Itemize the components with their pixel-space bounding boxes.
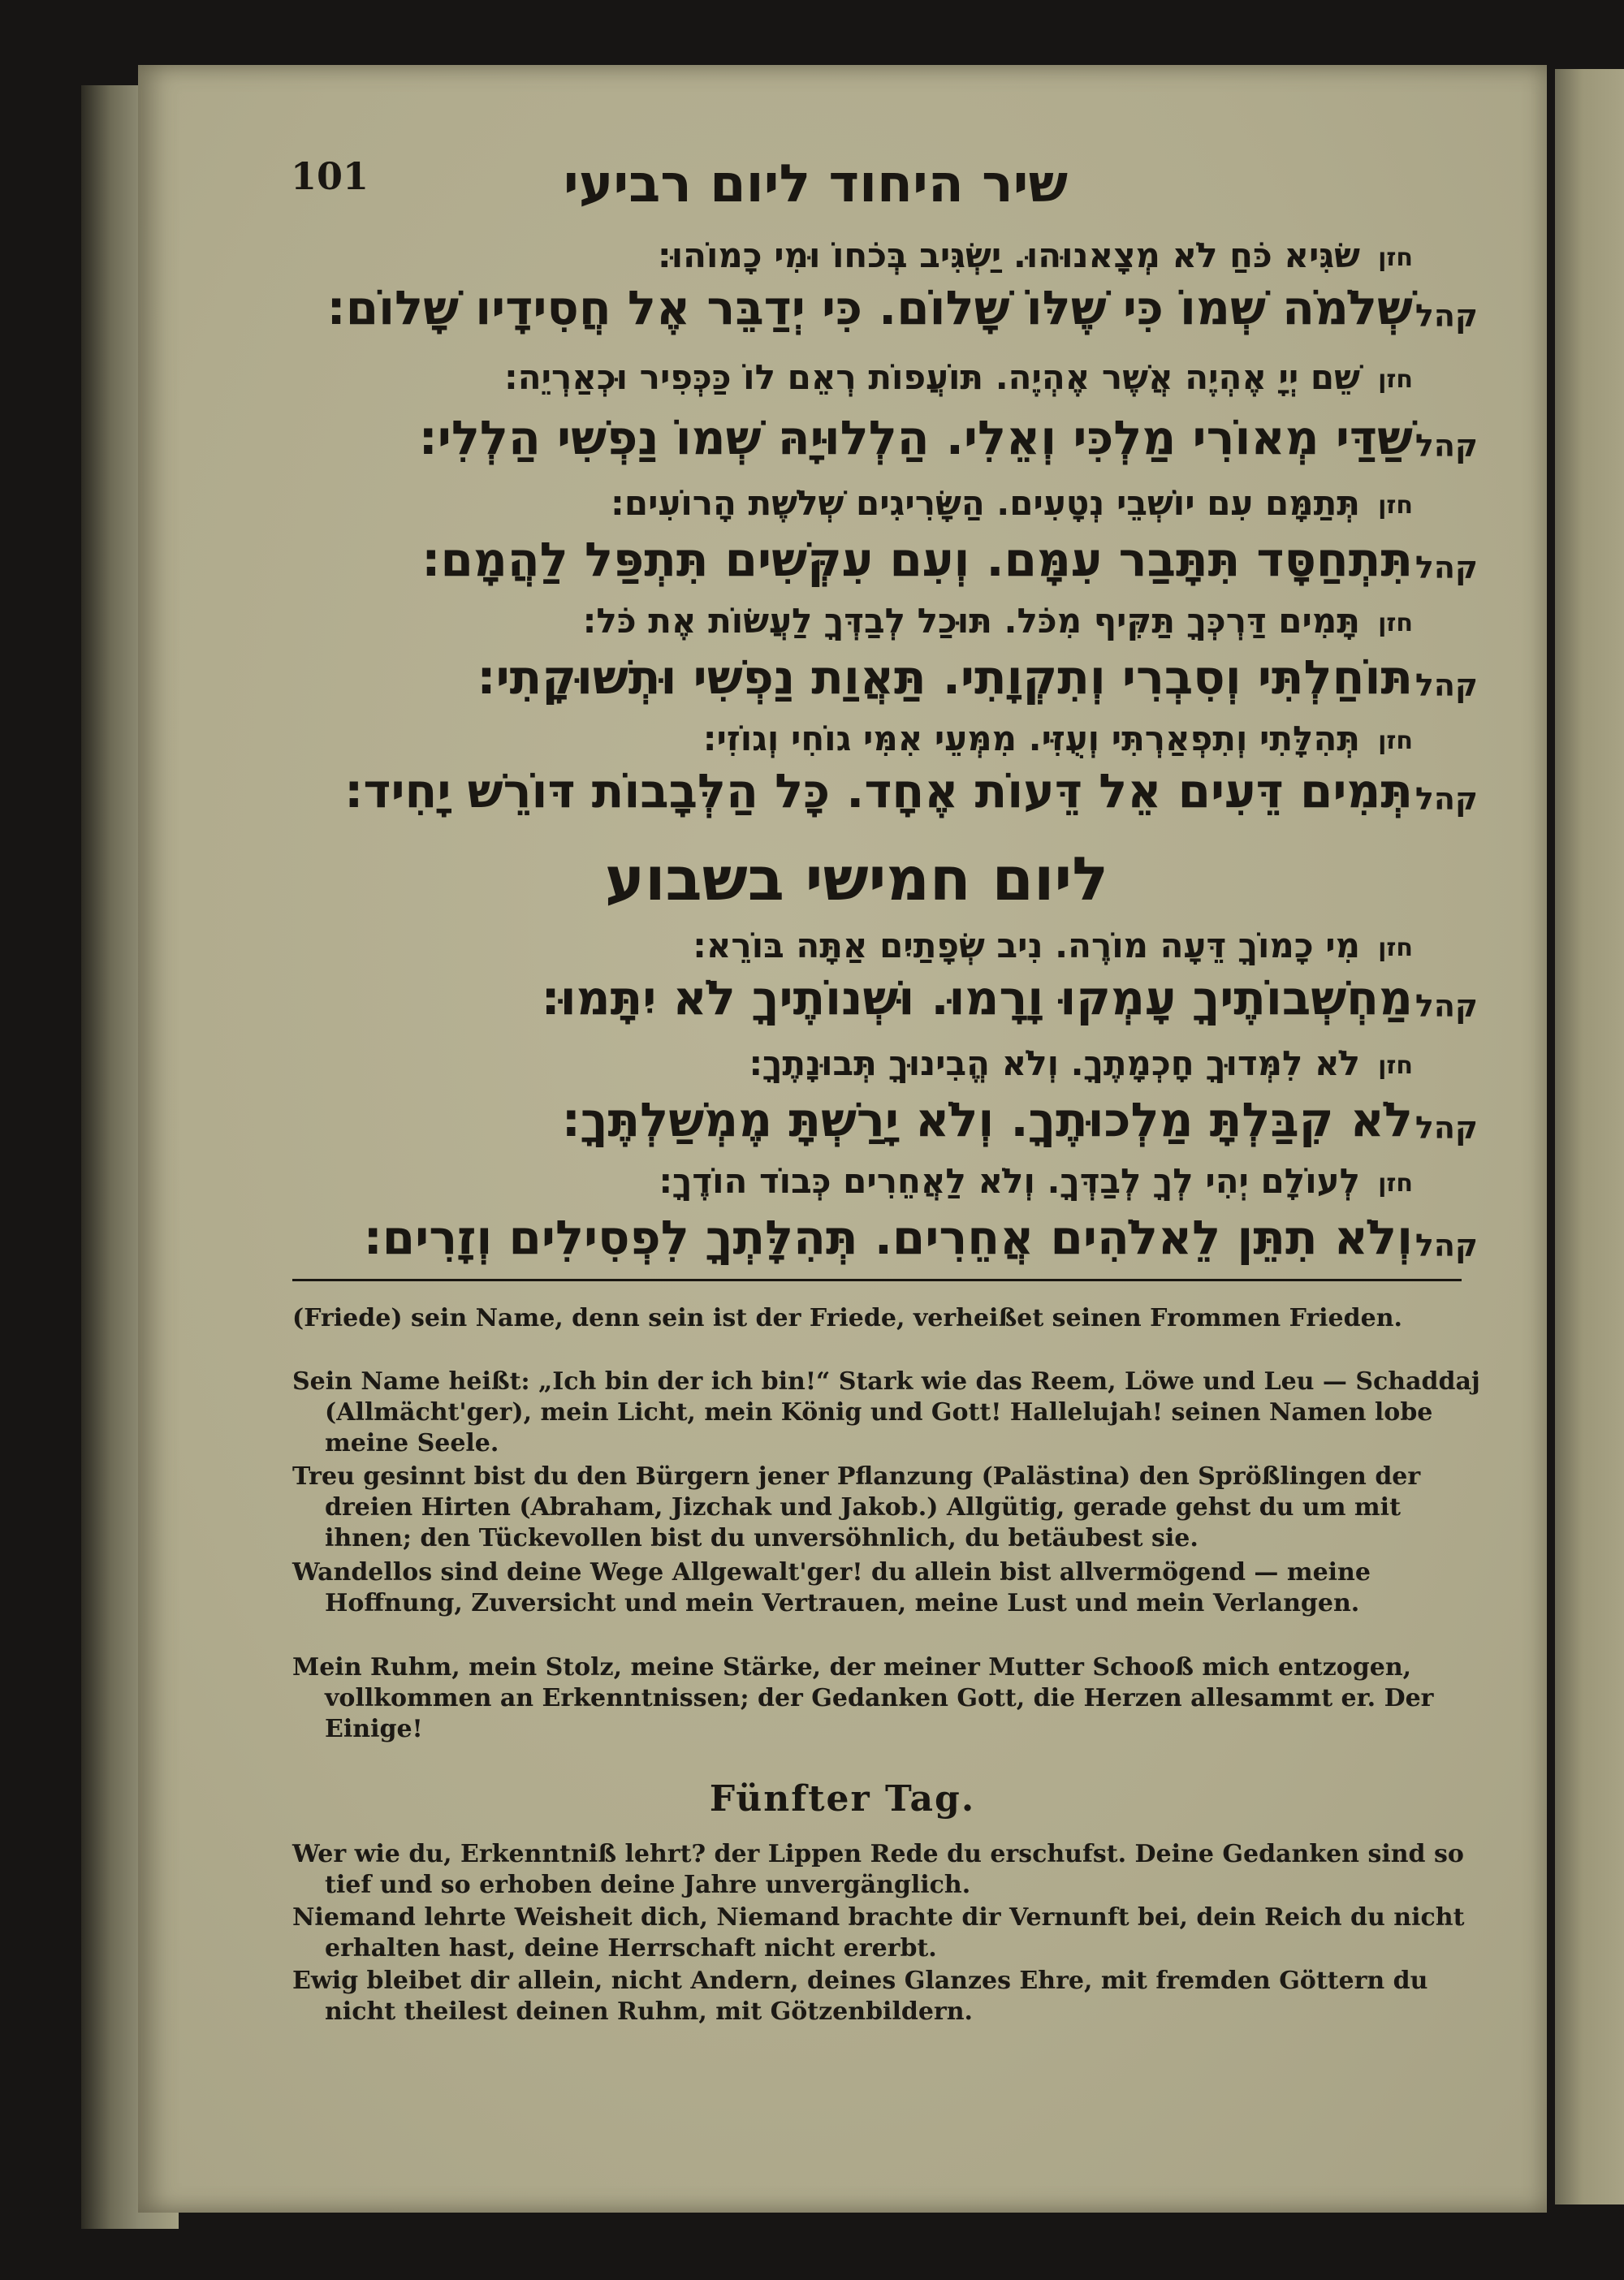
speaker-label: חזן — [1378, 1051, 1413, 1080]
speaker-label: קהל — [1415, 988, 1478, 1024]
speaker-label: חזן — [1378, 934, 1413, 962]
speaker-label: קהל — [1415, 667, 1478, 703]
translation-paragraph: Wandellos sind deine Wege Allgewalt'ger! du allein bist allvermögend — meine Hoffnung, Zuversicht und mein Vertrauen, meine Lust und mein Verlangen. — [292, 1558, 1371, 1617]
hymn-text: לֹא לִמְּדוּךָ חָכְמָתֶךָ. וְלֹא הֱבִינוּךָ תְּבוּנָתֶךָ: — [749, 1043, 1360, 1083]
speaker-label: חזן — [1378, 1169, 1413, 1198]
speaker-label: קהל — [1415, 550, 1478, 585]
speaker-label: חזן — [1378, 491, 1413, 520]
hymn-text: שֵׁם יְיָ אֶהְיֶה אֲשֶׁר אֶהְיֶה. תּוֹעֲפוֹת רְאֵם לוֹ כַּכְּפִיר וּכְאַרְיֵה: — [503, 357, 1360, 397]
hymn-text: שַׁדַּי מְאוֹרִי מַלְכִּי וְאֵלִי. הַלְלוּיָהּ שְׁמוֹ נַפְשִׁי הַלְלִי: — [418, 410, 1413, 465]
speaker-label: חזן — [1378, 727, 1413, 755]
speaker-label: קהל — [1415, 298, 1478, 334]
hymn-text: מִי כָמוֹךָ דֵּעָה מוֹרֶה. נִיב שְׂפָתַיִם אַתָּה בּוֹרֵא: — [693, 926, 1360, 965]
speaker-label: חזן — [1378, 244, 1413, 272]
hymn-text: תְּתַמָּם עִם יוֹשְׁבֵי נְטָעִים. הַשָּׂרִיגִים שְׁלֹשֶׁת הָרוֹעִים: — [611, 483, 1360, 523]
hymn-text: תְּמִים דֵּעִים אֵל דֵּעוֹת אֶחָד. כָּל הַלְּבָבוֹת דּוֹרֵשׁ יָחִיד: — [344, 763, 1413, 818]
facing-page-edge — [1555, 69, 1624, 2204]
section-heading: ליום חמישי בשבוע — [604, 844, 1108, 914]
running-head: שיר היחוד ליום רביעי — [563, 154, 1068, 214]
translation-paragraph: Ewig bleibet dir allein, nicht Andern, deines Glanzes Ehre, mit fremden Göttern du nicht theilest deinen Ruhm, mit Götzenbildern. — [292, 1967, 1428, 2026]
hymn-text: שׂגִּיא כֹּחַ לֹא מְצָאנוּהוּ. יַשְׂגִּיב בְּכֹחוֹ וּמִי כָמוֹהוּ: — [657, 235, 1360, 275]
hymn-text: וְלֹא תִתֵּן לֵאלֹהִים אֲחֵרִים. תְּהִלָּתְךָ לִפְסִילִים וְזָרִים: — [363, 1210, 1413, 1265]
hymn-text: תִּתְחַסָּד תִּתָּבַר עִמָּם. וְעִם עִקְּשִׁים תִּתְפַּל לַהֲמָם: — [421, 532, 1413, 587]
page-number: 101 — [291, 154, 369, 198]
hymn-text: תְּהִלָּתִי וְתִפְאַרְתִּי וְעֻזִּי. מִמְּעֵי אִמִּי גוֹחִי וְגוֹזִי: — [702, 719, 1360, 758]
hymn-text: שְׁלֹמֹה שְׁמוֹ כִּי שֶׁלּוֹ שָׁלוֹם. כִּי יְדַבֵּר אֶל חֲסִידָיו שָׁלוֹם: — [326, 280, 1413, 335]
speaker-label: קהל — [1415, 781, 1478, 817]
translation-paragraph: Sein Name heißt: „Ich bin der ich bin!“ Stark wie das Reem, Löwe und Leu — Schaddaj (Allmächt'ger), mein Licht, mein König und Gott! Hallelujah! seinen Namen lobe meine Seele. — [292, 1367, 1480, 1457]
translation-paragraph: Treu gesinnt bist du den Bürgern jener Pflanzung (Palästina) den Sprößlingen der dreien Hirten (Abraham, Jizchak und Jakob.) Allgütig, gerade gehst du um mit ihnen; den Tückevollen bist du unversöhnlich, du betäubest sie. — [292, 1462, 1421, 1552]
speaker-label: חזן — [1378, 365, 1413, 394]
translation-paragraph: (Friede) sein Name, denn sein ist der Friede, verheißet seinen Frommen Frieden. — [292, 1304, 1402, 1332]
hymn-text: לֹא קִבַּלְתָּ מַלְכוּתֶךָ. וְלֹא יָרַשְׁתָּ מֶמְשַׁלְתֶּךָ: — [561, 1092, 1413, 1147]
speaker-label: חזן — [1378, 609, 1413, 637]
hymn-text: תּוֹחַלְתִּי וְסִבְרִי וְתִקְוָתִי. תַּאֲוַת נַפְשִׁי וּתְשׁוּקָתִי: — [477, 650, 1413, 705]
hymn-text: מַחְשְׁבוֹתֶיךָ עָמְקוּ וָרָמוּ. וּשְׁנוֹתֶיךָ לֹא יִתָּמוּ: — [541, 970, 1413, 1026]
translation-paragraph: Mein Ruhm, mein Stolz, meine Stärke, der meiner Mutter Schooß mich entzogen, vollkommen an Erkenntnissen; der Gedanken Gott, die Herzen allesammt er. Der Einige! — [292, 1653, 1434, 1743]
translation-paragraph: Wer wie du, Erkenntniß lehrt? der Lippen Rede du erschufst. Deine Gedanken sind so tief und so erhoben deine Jahre unvergänglich. — [292, 1840, 1464, 1899]
hymn-text: תָּמִים דַּרְכְּךָ תַּקִּיף מִכֹּל. תּוּכַל לְבַדְּךָ לַעֲשׂוֹת אֶת כֹּל: — [582, 601, 1360, 641]
book-page — [138, 65, 1547, 2213]
divider-rule — [292, 1279, 1462, 1281]
hymn-text: לְעוֹלָם יְהִי לְךָ לְבַדְּךָ. וְלֹא לַאֲחֵרִים כְּבוֹד הוֹדֶךָ: — [659, 1161, 1360, 1201]
speaker-label: קהל — [1415, 1110, 1478, 1146]
translation-heading: Fünfter Tag. — [709, 1778, 976, 1820]
translation-paragraph: Niemand lehrte Weisheit dich, Niemand brachte dir Vernunft bei, dein Reich du nicht erhalten hast, deine Herrschaft nicht ererbt. — [292, 1903, 1465, 1963]
speaker-label: קהל — [1415, 428, 1478, 464]
speaker-label: קהל — [1415, 1228, 1478, 1263]
